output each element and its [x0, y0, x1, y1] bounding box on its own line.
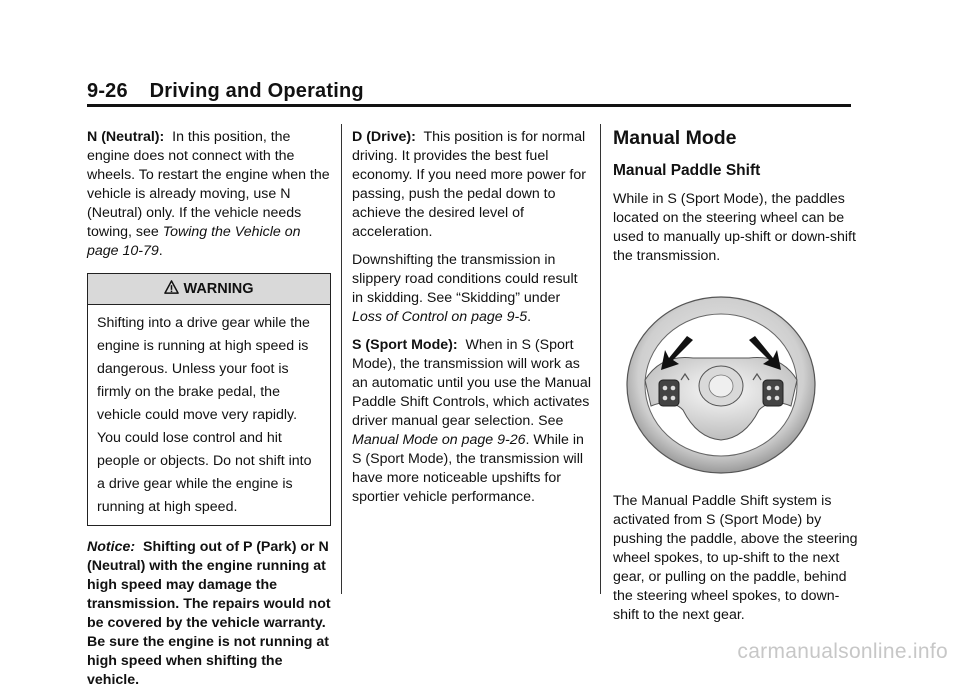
column-divider: [600, 124, 601, 594]
drive-text: This position is for normal driving. It provides the best fuel economy. If you need more power for passing, push the pedal down to achieve the desired level of acceleration.: [352, 129, 586, 240]
column-divider: [341, 124, 342, 594]
page-header: [87, 80, 364, 103]
page-number: 9-26: [87, 80, 128, 102]
sport-label: S (Sport Mode):: [352, 337, 458, 353]
towing-link[interactable]: Towing the Vehicle on page 10-79: [87, 224, 301, 259]
downshift-end: .: [527, 309, 532, 325]
downshift-text: Downshifting the transmission in slippery road conditions could result in skidding. See “Skidding” under: [352, 252, 578, 306]
steering-wheel-illustration: [621, 288, 821, 478]
neutral-paragraph: [87, 128, 332, 261]
sport-paragraph: [352, 336, 592, 507]
drive-paragraph: [352, 128, 592, 242]
drive-label: D (Drive):: [352, 129, 416, 145]
column-middle: [352, 128, 592, 516]
column-right: [613, 128, 858, 634]
paddle-body: The Manual Paddle Shift system is activated from S (Sport Mode) by pushing the paddle, above the steering wheel spokes, to up-shift to the next gear, or pulling on the paddle, behind the steering wheel spokes, to down-shift to the next gear.: [613, 493, 858, 623]
warning-icon: [164, 280, 179, 295]
warning-box: [87, 273, 331, 526]
neutral-label: N (Neutral):: [87, 129, 165, 145]
loss-of-control-link[interactable]: Loss of Control on page 9-5: [352, 309, 528, 325]
warning-header: [88, 274, 330, 305]
notice-text: Shifting out of P (Park) or N (Neutral) with the engine running at high speed may damage the transmission. The repairs would not be covered by the vehicle warranty. Be sure the engine is not running at high speed when shifting the vehicle.: [87, 539, 331, 688]
warning-text: Shifting into a drive gear while the engine is running at high speed is dangerous. Unless your foot is firmly on the brake pedal, the vehicle could move very rapidly. You could lose control and hit people or objects. Do not shift into a drive gear while the engine is running at high speed.: [97, 315, 312, 515]
manual-mode-link[interactable]: Manual Mode on page 9-26: [352, 432, 526, 448]
manual-mode-heading: Manual Mode: [613, 127, 737, 149]
neutral-end: .: [158, 243, 163, 259]
notice-label: Notice:: [87, 539, 136, 555]
paddle-shift-subheading: Manual Paddle Shift: [613, 162, 761, 179]
warning-title: WARNING: [183, 281, 254, 297]
header-rule: [87, 104, 851, 107]
downshift-paragraph: [352, 251, 592, 327]
sport-end: . While in S (Sport Mode), the transmission will have more noticeable upshifts for sportier vehicle performance.: [352, 432, 584, 505]
watermark: carmanualsonline.info: [737, 640, 948, 663]
section-title: Driving and Operating: [149, 80, 364, 102]
column-left: [87, 128, 332, 699]
paddle-intro: While in S (Sport Mode), the paddles located on the steering wheel can be used to manually up-shift or down-shift the transmission.: [613, 191, 856, 264]
sport-text: When in S (Sport Mode), the transmission will work as an automatic until you use the Manual Paddle Shift Controls, which activates driver manual gear selection. See: [352, 337, 591, 429]
notice-paragraph: [87, 538, 332, 690]
neutral-text: In this position, the engine does not connect with the wheels. To restart the engine when the vehicle is already moving, use N (Neutral) only. If the vehicle needs towing, see: [87, 129, 330, 240]
